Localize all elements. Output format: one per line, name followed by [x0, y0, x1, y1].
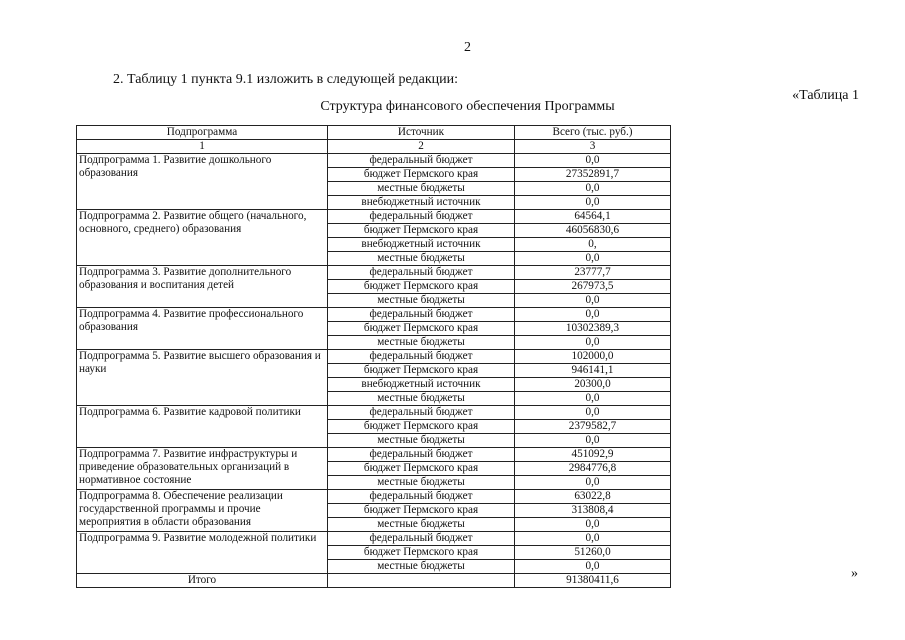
- total-label: Итого: [77, 574, 328, 588]
- amount-cell: 0,0: [515, 336, 671, 350]
- source-cell: бюджет Пермского края: [328, 168, 515, 182]
- column-number-3: 3: [515, 140, 671, 154]
- source-cell: федеральный бюджет: [328, 266, 515, 280]
- source-cell: бюджет Пермского края: [328, 546, 515, 560]
- table-caption: Структура финансового обеспечения Программы: [320, 99, 615, 114]
- column-number-1: 1: [77, 140, 328, 154]
- source-cell: местные бюджеты: [328, 476, 515, 490]
- source-cell: бюджет Пермского края: [328, 462, 515, 476]
- source-cell: бюджет Пермского края: [328, 364, 515, 378]
- source-cell: внебюджетный источник: [328, 196, 515, 210]
- amount-cell: 0,0: [515, 154, 671, 168]
- source-cell: местные бюджеты: [328, 252, 515, 266]
- amount-cell: 0,0: [515, 308, 671, 322]
- amount-cell: 0,0: [515, 406, 671, 420]
- table-row: [77, 266, 671, 280]
- table-row: [77, 490, 671, 504]
- total-source-empty: [328, 574, 515, 588]
- source-cell: федеральный бюджет: [328, 308, 515, 322]
- amount-cell: 20300,0: [515, 378, 671, 392]
- source-cell: федеральный бюджет: [328, 448, 515, 462]
- subprogram-cell: Подпрограмма 3. Развитие дополнительного образования и воспитания детей: [77, 266, 328, 308]
- source-cell: местные бюджеты: [328, 560, 515, 574]
- amount-cell: 0,0: [515, 434, 671, 448]
- amount-cell: 51260,0: [515, 546, 671, 560]
- header-source: Источник: [328, 126, 515, 140]
- source-cell: федеральный бюджет: [328, 490, 515, 504]
- amount-cell: 10302389,3: [515, 322, 671, 336]
- amount-cell: 946141,1: [515, 364, 671, 378]
- amount-cell: 451092,9: [515, 448, 671, 462]
- source-cell: местные бюджеты: [328, 336, 515, 350]
- amount-cell: 0,0: [515, 532, 671, 546]
- table-row: [77, 532, 671, 546]
- source-cell: местные бюджеты: [328, 294, 515, 308]
- amount-cell: 2984776,8: [515, 462, 671, 476]
- source-cell: федеральный бюджет: [328, 154, 515, 168]
- table-row: [77, 350, 671, 364]
- subprogram-cell: Подпрограмма 6. Развитие кадровой политики: [77, 406, 328, 448]
- table-row: [77, 154, 671, 168]
- page-number: 2: [464, 40, 471, 55]
- financing-structure-table: [76, 125, 671, 588]
- source-cell: бюджет Пермского края: [328, 280, 515, 294]
- source-cell: бюджет Пермского края: [328, 420, 515, 434]
- amount-cell: 0,0: [515, 252, 671, 266]
- amount-cell: 0,0: [515, 182, 671, 196]
- amount-cell: 64564,1: [515, 210, 671, 224]
- amount-cell: 0,0: [515, 476, 671, 490]
- table-row: [77, 308, 671, 322]
- source-cell: федеральный бюджет: [328, 210, 515, 224]
- header-total: Всего (тыс. руб.): [515, 126, 671, 140]
- table-reference: «Таблица 1: [792, 88, 859, 103]
- amount-cell: 102000,0: [515, 350, 671, 364]
- subprogram-cell: Подпрограмма 8. Обеспечение реализации государственной программы и прочие мероприятия в области образования: [77, 490, 328, 532]
- amount-cell: 0,0: [515, 560, 671, 574]
- amount-cell: 23777,7: [515, 266, 671, 280]
- amount-cell: 2379582,7: [515, 420, 671, 434]
- table-row: [77, 210, 671, 224]
- closing-quote: »: [851, 566, 858, 581]
- amount-cell: 63022,8: [515, 490, 671, 504]
- amount-cell: 27352891,7: [515, 168, 671, 182]
- header-subprogram: Подпрограмма: [77, 126, 328, 140]
- source-cell: бюджет Пермского края: [328, 504, 515, 518]
- amount-cell: 267973,5: [515, 280, 671, 294]
- total-row: [77, 574, 671, 588]
- table-body: [77, 154, 671, 574]
- source-cell: бюджет Пермского края: [328, 322, 515, 336]
- table-row: [77, 406, 671, 420]
- amendment-instruction: 2. Таблицу 1 пункта 9.1 изложить в следующей редакции:: [113, 72, 459, 87]
- table-header-row: [77, 126, 671, 140]
- subprogram-cell: Подпрограмма 7. Развитие инфраструктуры и приведение образовательных организаций в нормативное состояние: [77, 448, 328, 490]
- amount-cell: 0,0: [515, 196, 671, 210]
- amount-cell: 313808,4: [515, 504, 671, 518]
- subprogram-cell: Подпрограмма 5. Развитие высшего образования и науки: [77, 350, 328, 406]
- source-cell: бюджет Пермского края: [328, 224, 515, 238]
- amount-cell: 46056830,6: [515, 224, 671, 238]
- source-cell: федеральный бюджет: [328, 406, 515, 420]
- column-number-row: [77, 140, 671, 154]
- source-cell: местные бюджеты: [328, 392, 515, 406]
- column-number-2: 2: [328, 140, 515, 154]
- subprogram-cell: Подпрограмма 2. Развитие общего (начального, основного, среднего) образования: [77, 210, 328, 266]
- amount-cell: 0,: [515, 238, 671, 252]
- amount-cell: 0,0: [515, 518, 671, 532]
- source-cell: федеральный бюджет: [328, 532, 515, 546]
- table-row: [77, 448, 671, 462]
- amount-cell: 0,0: [515, 392, 671, 406]
- subprogram-cell: Подпрограмма 4. Развитие профессионального образования: [77, 308, 328, 350]
- source-cell: внебюджетный источник: [328, 378, 515, 392]
- source-cell: местные бюджеты: [328, 518, 515, 532]
- subprogram-cell: Подпрограмма 9. Развитие молодежной политики: [77, 532, 328, 574]
- source-cell: местные бюджеты: [328, 434, 515, 448]
- source-cell: внебюджетный источник: [328, 238, 515, 252]
- source-cell: федеральный бюджет: [328, 350, 515, 364]
- amount-cell: 0,0: [515, 294, 671, 308]
- subprogram-cell: Подпрограмма 1. Развитие дошкольного образования: [77, 154, 328, 210]
- source-cell: местные бюджеты: [328, 182, 515, 196]
- total-value: 91380411,6: [515, 574, 671, 588]
